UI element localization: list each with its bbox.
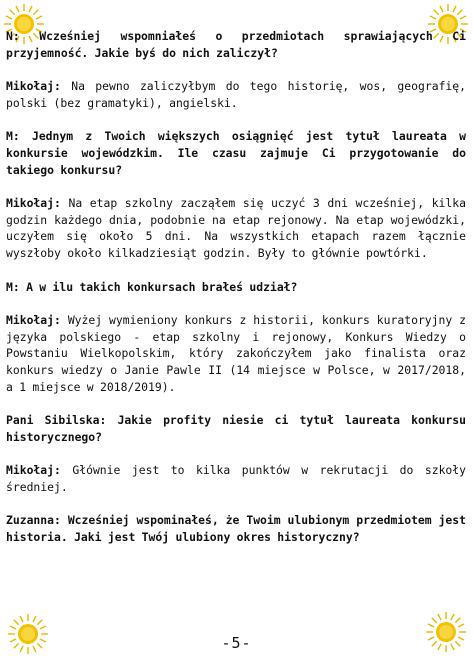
speaker-label: M: (6, 129, 20, 144)
question-paragraph (6, 279, 466, 296)
paragraph-text: Jednym z Twoich większych osiągnięć jest tytuł laureata w konkursie wojewódzkim. Ile czasu zajmuje Ci przygotowanie do takiego konkursu? (6, 129, 466, 177)
paragraph-text: Jakie profity niesie ci tytuł laureata konkursu historycznego? (6, 413, 466, 444)
interview-text (6, 28, 466, 563)
answer-paragraph (6, 462, 466, 495)
paragraph-text: Wyżej wymieniony konkurs z historii, konkurs kuratoryjny z języka polskiego - etap szkolny i rejonowy, Konkurs Wiedzy o Powstaniu Wielkopolskim, który zakończyłem jako finalista oraz konkurs wiedzy o Janie Pawle II (14 miejsce w Polsce, w 2017/2018, a 1 miejsce w 2018/2019). (6, 313, 467, 394)
answer-paragraph (6, 195, 466, 261)
paragraph-text: Wcześniej wspominałeś, że Twoim ulubionym przedmiotem jest historia. Jaki jest Twój ulubiony okres historyczny? (6, 513, 467, 545)
question-paragraph (6, 412, 466, 445)
paragraph-text: A w ilu takich konkursach brałeś udział? (26, 279, 298, 294)
speaker-label: Zuzanna: (6, 513, 61, 528)
speaker-label: Pani Sibilska: (6, 413, 107, 428)
page-number: -5- (221, 634, 252, 652)
question-paragraph (6, 512, 466, 545)
question-paragraph (6, 28, 466, 61)
speaker-label: Mikołaj: (6, 463, 61, 478)
paragraph-text: Głównie jest to kilka punktów w rekrutacji do szkoły średniej. (6, 463, 467, 494)
paragraph-text: Na pewno zaliczyłbym do tego historię, wos, geografię, polski (bez gramatyki), angielski. (6, 79, 466, 110)
paragraph-text: Na etap szkolny zacząłem się uczyć 3 dni wcześniej, kilka godzin każdego dnia, podobnie na etap rejonowy. Na etap wojewódzki, uczyłem się około 5 dni. Na wszystkich etapach razem łącznie wyszłoby około kilkadziesiąt godzin. Były to głównie powtórki. (6, 196, 466, 260)
speaker-label: Mikołaj: (6, 313, 61, 328)
answer-paragraph (6, 78, 466, 111)
answer-paragraph (6, 312, 466, 395)
question-paragraph (6, 128, 466, 178)
speaker-label: Mikołaj: (6, 79, 61, 94)
paragraph-text: Wcześniej wspomniałeś o przedmiotach sprawiających Ci przyjemność. Jakie byś do nich zaliczył? (6, 29, 467, 60)
speaker-label: M: (6, 279, 20, 294)
speaker-label: N: (6, 29, 20, 43)
speaker-label: Mikołaj: (6, 196, 61, 211)
